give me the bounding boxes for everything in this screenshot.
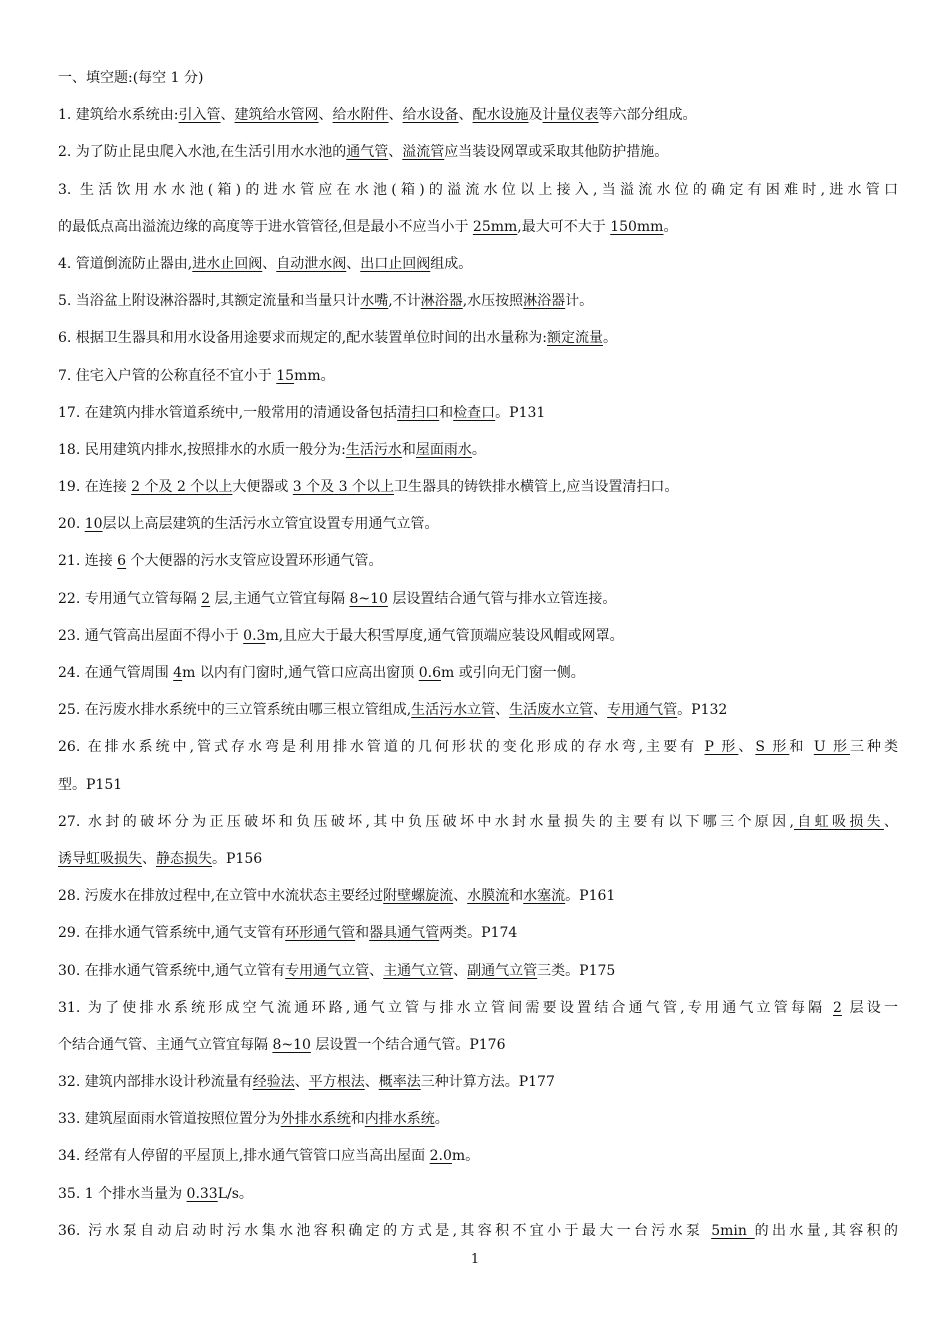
text-line (58, 878, 898, 915)
question-text: 计。 (565, 293, 594, 310)
question-text: 、 (262, 255, 277, 272)
question-text: 。P161 (565, 888, 616, 905)
question-text: 、 (884, 813, 898, 830)
question-list (58, 97, 898, 1250)
text-line (58, 990, 898, 1027)
question-text: mm。 (294, 367, 335, 384)
text-line (58, 1138, 898, 1175)
answer-blank: 外排水系统 (280, 1111, 351, 1128)
question-text: 和 (401, 441, 416, 458)
answer-blank: 计量仪表 (542, 107, 599, 124)
question-text: 33. 建筑屋面雨水管道按照位置分为 (58, 1111, 281, 1128)
question-text: 21. 连接 (58, 553, 118, 570)
text-line (58, 209, 898, 246)
question-text: 、 (142, 850, 156, 867)
answer-blank: P 形 (704, 739, 739, 756)
answer-blank: 8~10 (349, 590, 388, 607)
answer-blank: 出口止回阀 (360, 255, 431, 272)
question-text: 20. (58, 516, 85, 533)
answer-blank: 水膜流 (467, 888, 510, 905)
answer-blank: 0.33 (186, 1185, 218, 1202)
text-line (58, 581, 898, 618)
question-text: 2. 为了防止昆虫爬入水池,在生活引用水水池的 (58, 144, 347, 161)
question-text: 5. 当浴盆上附设淋浴器时,其额定流量和当量只计 (58, 293, 361, 310)
question-text: 的最低点高出溢流边缘的高度等于进水管管径,但是最小不应当小于 (58, 218, 473, 235)
answer-blank: 生活污水立管 (411, 702, 496, 719)
text-line (58, 134, 898, 171)
answer-blank: 建筑给水管网 (234, 107, 319, 124)
question-text: 、 (294, 1074, 309, 1091)
question-text: 三种计算方法。P177 (420, 1074, 555, 1091)
question-text: 两类。P174 (439, 925, 518, 942)
answer-blank: 生活污水 (345, 441, 402, 458)
question-text: 层,主通气立管宜每隔 (210, 590, 350, 607)
question-text: 。P131 (495, 404, 546, 421)
question-text: 。 (471, 441, 486, 458)
question-text: 、 (369, 962, 384, 979)
question-text: 24. 在通气管周围 (58, 665, 174, 681)
answer-blank: 溢流管 (402, 144, 445, 161)
answer-blank: 淋浴器 (420, 293, 463, 310)
text-line (58, 915, 898, 952)
question-text: 层设置一个结合通气管。P176 (310, 1036, 506, 1053)
question-text: 26. 在排水系统中,管式存水弯是利用排水管道的几何形状的变化形成的存水弯,主要有 (58, 739, 705, 756)
question-text: 。 (663, 218, 678, 235)
question-text: m,且应大于最大积雪厚度,通气管顶端应装设风帽或网罩。 (265, 627, 624, 644)
question-text: 、 (364, 1074, 379, 1091)
answer-blank: 清扫口 (397, 404, 440, 421)
question-text: m 以内有门窗时,通气管口应高出窗顶 (182, 665, 419, 681)
answer-blank: 10 (84, 516, 103, 533)
answer-blank: 给水设备 (402, 107, 459, 124)
text-line (58, 841, 898, 878)
text-line (58, 804, 898, 841)
question-text: ,不计 (388, 293, 421, 310)
question-text: 28. 污废水在排放过程中,在立管中水流状态主要经过 (58, 888, 384, 905)
answer-blank: 2 (833, 999, 842, 1016)
question-text: 35. 1 个排水当量为 (58, 1185, 187, 1202)
document-body (58, 60, 898, 1250)
text-line (58, 1213, 898, 1250)
question-text: 层以上高层建筑的生活污水立管宜设置专用通气立管。 (102, 516, 439, 533)
answer-blank: 2.0 (429, 1148, 452, 1165)
text-line (58, 320, 898, 357)
answer-blank: 器具通气管 (369, 925, 440, 942)
question-text: 18. 民用建筑内排水,按照排水的水质一般分为: (58, 441, 346, 458)
answer-blank: 进水止回阀 (192, 255, 263, 272)
text-line (58, 506, 898, 543)
question-text: ,最大可不大于 (517, 218, 611, 235)
answer-blank: 检查口 (453, 404, 496, 421)
question-text: 1. 建筑给水系统由: (58, 107, 179, 124)
section-heading: 一、填空题:(每空 1 分) (58, 70, 204, 86)
answer-blank: S 形 (755, 739, 790, 756)
question-text: 个大便器的污水支管应设置环形通气管。 (126, 553, 383, 570)
question-text: 、 (593, 702, 608, 719)
answer-blank: 专用通气立管 (285, 962, 370, 979)
question-text: 个结合通气管、主通气立管宜每隔 (58, 1036, 273, 1053)
text-line (58, 283, 898, 320)
answer-blank: 0.3 (243, 627, 266, 644)
question-text: 应当装设网罩或采取其他防护措施。 (444, 144, 669, 161)
question-text: 7. 住宅入户管的公称直径不宜小于 (58, 367, 277, 384)
question-text: 、 (388, 144, 403, 161)
answer-blank: 8~10 (272, 1036, 311, 1053)
answer-blank: 诱导虹吸损失 (58, 850, 142, 867)
question-text: L/s。 (217, 1185, 253, 1202)
question-text: 、 (453, 962, 468, 979)
answer-blank: 环形通气管 (285, 925, 356, 942)
answer-blank: 概率法 (378, 1074, 421, 1091)
answer-blank: 25mm (472, 218, 518, 235)
question-text: 和 (439, 404, 454, 421)
question-text: 、 (458, 107, 473, 124)
answer-blank: 附壁螺旋流 (383, 888, 454, 905)
question-text: 6. 根据卫生器具和用水设备用途要求而规定的,配水装置单位时间的出水量称为: (58, 330, 547, 347)
text-line (58, 1064, 898, 1101)
answer-blank: 2 个及 2 个以上 (131, 479, 233, 496)
question-text: 层设一 (841, 999, 898, 1016)
question-text: 和 (355, 925, 370, 942)
answer-blank: 2 (201, 590, 211, 607)
answer-blank: 6 (117, 553, 127, 570)
question-text: 32. 建筑内部排水设计秒流量有 (58, 1074, 253, 1091)
page-number: 1 (470, 1252, 480, 1267)
text-line (58, 469, 898, 506)
question-text: 型。P151 (58, 776, 123, 793)
answer-blank: 淋浴器 (523, 293, 566, 310)
question-text: 25. 在污废水排水系统中的三立管系统由哪三根立管组成, (58, 702, 412, 719)
question-text: 22. 专用通气立管每隔 (58, 590, 202, 607)
question-text: 34. 经常有人停留的平屋顶上,排水通气管管口应当高出屋面 (58, 1148, 430, 1165)
question-text: 、 (495, 702, 510, 719)
text-line (58, 618, 898, 655)
question-text: 17. 在建筑内排水管道系统中,一般常用的清通设备包括 (58, 404, 398, 421)
text-line (58, 246, 898, 283)
question-text: 30. 在排水通气管系统中,通气立管有 (58, 962, 286, 979)
text-line (58, 767, 898, 804)
answer-blank: 经验法 (252, 1074, 295, 1091)
text-line (58, 1027, 898, 1064)
answer-blank: 给水附件 (332, 107, 389, 124)
question-text: 三类。P175 (537, 962, 616, 979)
answer-blank: 15 (276, 367, 295, 384)
question-text: 等六部分组成。 (598, 107, 697, 124)
text-line (58, 358, 898, 395)
question-text: 大便器或 (232, 479, 293, 496)
answer-blank: 静态损失 (156, 850, 212, 867)
answer-blank: 水塞流 (523, 888, 566, 905)
answer-blank: 5min (711, 1222, 755, 1239)
answer-blank: 生活废水立管 (509, 702, 594, 719)
question-text: 层设置结合通气管与排水立管连接。 (387, 590, 617, 607)
question-text: 4. 管道倒流防止器由, (58, 255, 193, 272)
question-text: 19. 在连接 (58, 479, 132, 496)
question-text: 、 (220, 107, 235, 124)
answer-blank: 0.6 (418, 665, 441, 681)
answer-blank: 4 (173, 665, 183, 681)
answer-blank: 主通气立管 (383, 962, 454, 979)
question-text: 三种类 (850, 739, 898, 756)
answer-blank: 引入管 (178, 107, 221, 124)
question-text: 。P156 (212, 850, 263, 867)
question-text: 、 (453, 888, 468, 905)
question-text: 31. 为了使排水系统形成空气流通环路,通气立管与排水立管间需要设置结合通气管,专用通气立管每隔 (58, 999, 834, 1016)
answer-blank: 自虹吸损失 (793, 813, 884, 830)
question-text: 29. 在排水通气管系统中,通气支管有 (58, 925, 286, 942)
question-text: 27. 水封的破坏分为正压破坏和负压破坏,其中负压破坏中水封水量损失的主要有以下哪三个原因, (58, 813, 794, 830)
answer-blank: U 形 (813, 739, 851, 756)
question-text: 和 (509, 888, 524, 905)
question-text: 36. 污水泵自动启动时污水集水池容积确定的方式是,其容积不宜小于最大一台污水泵 (58, 1222, 712, 1239)
question-text: 卫生器具的铸铁排水横管上,应当设置清扫口。 (393, 479, 679, 496)
answer-blank: 平方根法 (308, 1074, 365, 1091)
text-line (58, 655, 898, 692)
answer-blank: 额定流量 (546, 330, 603, 347)
question-text: ,水压按照 (462, 293, 524, 310)
question-text: 组成。 (430, 255, 473, 272)
answer-blank: 副通气立管 (467, 962, 538, 979)
answer-blank: 屋面雨水 (415, 441, 472, 458)
question-text: 和 (350, 1111, 365, 1128)
text-line (58, 395, 898, 432)
answer-blank: 3 个及 3 个以上 (292, 479, 394, 496)
text-line (58, 692, 898, 729)
text-line (58, 432, 898, 469)
answer-blank: 水嘴 (360, 293, 389, 310)
text-line (58, 953, 898, 990)
question-text: 。 (434, 1111, 449, 1128)
answer-blank: 通气管 (346, 144, 389, 161)
question-text: 的出水量,其容积的 (754, 1222, 898, 1239)
question-text: 23. 通气管高出屋面不得小于 (58, 627, 244, 644)
question-text: 、 (738, 739, 756, 756)
text-line (58, 1101, 898, 1138)
question-text: m 或引向无门窗一侧。 (441, 665, 585, 681)
answer-blank: 自动泄水阀 (276, 255, 347, 272)
question-text: 3. 生活饮用水水池(箱)的进水管应在水池(箱)的溢流水位以上接入,当溢流水位的确定有困难时,进水管口 (58, 181, 898, 198)
question-text: 、 (318, 107, 333, 124)
answer-blank: 内排水系统 (364, 1111, 435, 1128)
answer-blank: 150mm (610, 218, 664, 235)
answer-blank: 配水设施 (472, 107, 529, 124)
question-text: 和 (789, 739, 814, 756)
text-line (58, 729, 898, 766)
text-line (58, 172, 898, 209)
question-text: 、 (346, 255, 361, 272)
text-line (58, 543, 898, 580)
question-text: 。P132 (677, 702, 728, 719)
text-line (58, 97, 898, 134)
answer-blank: 专用通气管 (607, 702, 678, 719)
text-line (58, 1176, 898, 1213)
question-text: m。 (451, 1148, 480, 1165)
question-text: 及 (528, 107, 543, 124)
question-text: 、 (388, 107, 403, 124)
question-text: 。 (602, 330, 617, 347)
